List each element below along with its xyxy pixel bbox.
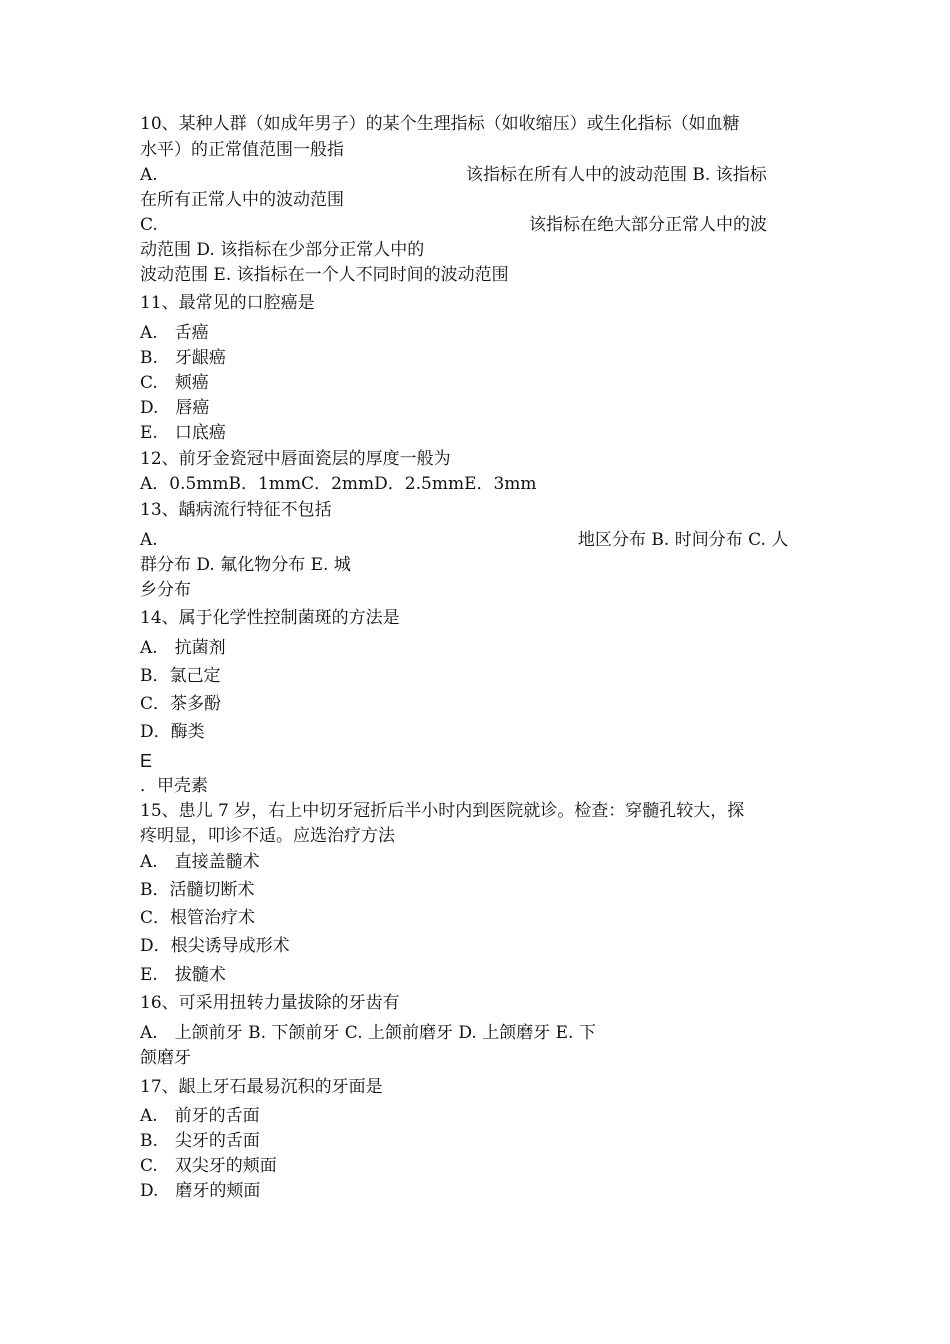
q13-option-a-label: A. — [140, 530, 158, 550]
q11-option-a: A. 舌癌 — [140, 323, 209, 343]
q15-option-b: B．活髓切断术 — [140, 880, 255, 900]
q15-option-e: E. 拔髓术 — [140, 965, 226, 985]
q10-option-b-cont: 在所有正常人中的波动范围 — [140, 190, 344, 210]
q10-stem-line2: 水平）的正常值范围一般指 — [140, 140, 344, 160]
q17-option-a: A. 前牙的舌面 — [140, 1106, 260, 1126]
q11-option-b: B. 牙龈癌 — [140, 348, 226, 368]
q12-options: A．0.5mmB．1mmC．2mmD．2.5mmE．3mm — [140, 474, 537, 494]
q10-option-c-label: C. — [140, 215, 158, 235]
q17-option-d: D. 磨牙的颊面 — [140, 1181, 261, 1201]
q13-options-line3: 乡分布 — [140, 580, 191, 600]
q10-stem-line1: 10、某种人群（如成年男子）的某个生理指标（如收缩压）或生化指标（如血糖 — [140, 114, 740, 134]
q14-option-a: A. 抗菌剂 — [140, 638, 226, 658]
q15-stem-line2: 疼明显，叩诊不适。应选治疗方法 — [140, 826, 395, 846]
q10-option-a-text: 该指标在所有人中的波动范围 B. 该指标 — [466, 165, 767, 185]
q14-option-d: D．酶类 — [140, 722, 205, 742]
q15-option-c: C．根管治疗术 — [140, 908, 256, 928]
q13-options-line2: 群分布 D. 氟化物分布 E. 城 — [140, 555, 351, 575]
q10-option-e-line: 波动范围 E. 该指标在一个人不同时间的波动范围 — [140, 265, 509, 285]
q15-option-a: A. 直接盖髓术 — [140, 852, 260, 872]
q15-option-d: D．根尖诱导成形术 — [140, 936, 290, 956]
q17-stem: 17、龈上牙石最易沉积的牙面是 — [140, 1077, 383, 1097]
q16-stem: 16、可采用扭转力量拔除的牙齿有 — [140, 993, 400, 1013]
q14-option-e-letter: E — [140, 751, 153, 771]
q10-option-d-line: 动范围 D. 该指标在少部分正常人中的 — [140, 240, 425, 260]
q14-option-b: B．氯己定 — [140, 666, 221, 686]
q16-options-line2: 颌磨牙 — [140, 1048, 191, 1068]
q11-option-c: C. 颊癌 — [140, 373, 209, 393]
q13-stem: 13、龋病流行特征不包括 — [140, 500, 332, 520]
q17-option-b: B. 尖牙的舌面 — [140, 1131, 260, 1151]
q17-option-c: C. 双尖牙的颊面 — [140, 1156, 277, 1176]
q14-option-c: C．茶多酚 — [140, 694, 222, 714]
q11-option-e: E. 口底癌 — [140, 423, 226, 443]
q11-option-d: D. 唇癌 — [140, 398, 210, 418]
q14-stem: 14、属于化学性控制菌斑的方法是 — [140, 608, 400, 628]
q16-options-line1: A. 上颌前牙 B. 下颌前牙 C. 上颌前磨牙 D. 上颌磨牙 E. 下 — [140, 1023, 596, 1043]
q13-option-a-text: 地区分布 B. 时间分布 C. 人 — [578, 530, 789, 550]
q15-stem-line1: 15、患儿 7 岁，右上中切牙冠折后半小时内到医院就诊。检查：穿髓孔较大，探 — [140, 801, 745, 821]
q10-option-c-text: 该指标在绝大部分正常人中的波 — [529, 215, 767, 235]
q12-stem: 12、前牙金瓷冠中唇面瓷层的厚度一般为 — [140, 449, 451, 469]
q14-option-e-text: ．甲壳素 — [140, 776, 208, 796]
q10-option-a-label: A. — [140, 165, 158, 185]
q11-stem: 11、最常见的口腔癌是 — [140, 293, 315, 313]
